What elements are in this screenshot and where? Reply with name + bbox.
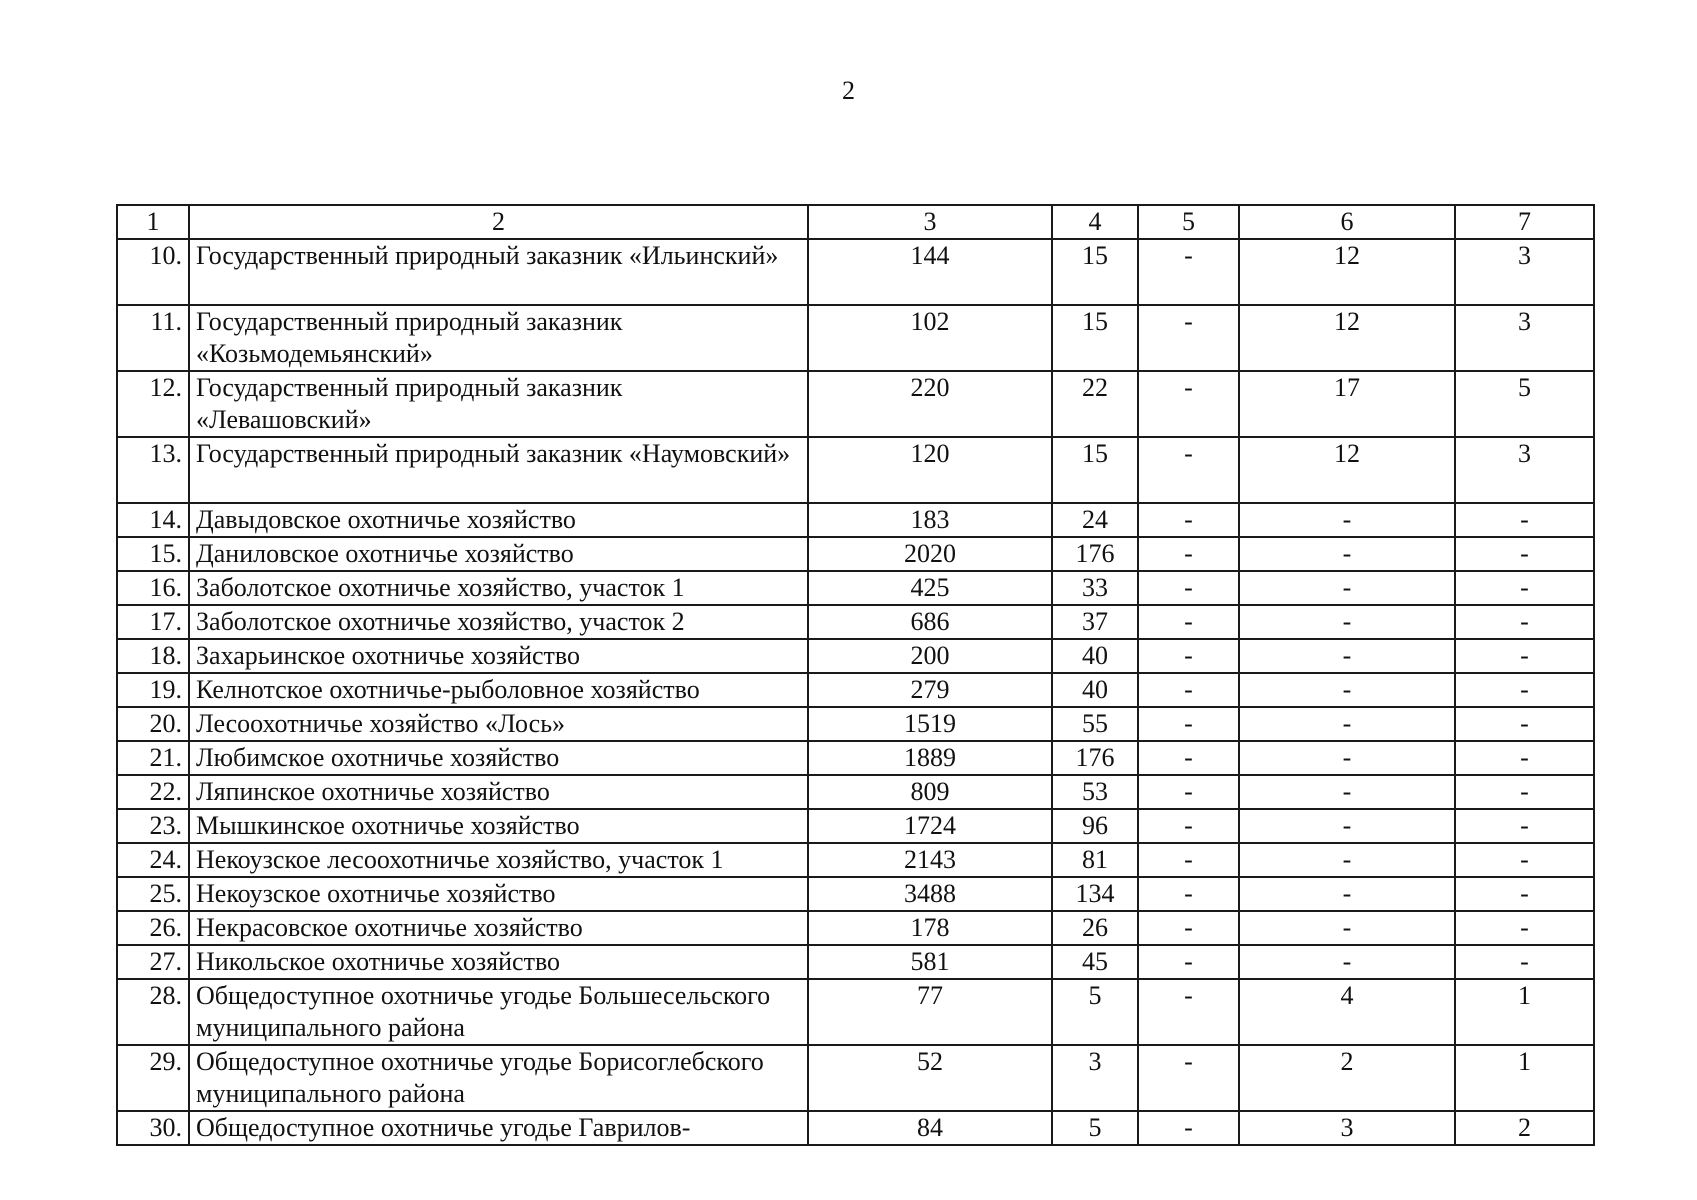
col3-cell: 581	[808, 945, 1052, 979]
page-number: 2	[842, 76, 855, 105]
name-cell: Давыдовское охотничье хозяйство	[189, 503, 808, 537]
row-number-cell: 11.	[117, 305, 189, 371]
col7-cell: 1	[1455, 979, 1594, 1045]
col6-cell: -	[1239, 707, 1455, 741]
table-row	[117, 1045, 1594, 1111]
name-cell: Государственный природный заказник «Левашовский»	[189, 371, 808, 437]
col7-cell: -	[1455, 877, 1594, 911]
table-body	[117, 205, 1594, 1145]
row-number-cell: 23.	[117, 809, 189, 843]
col4-cell: 15	[1052, 305, 1138, 371]
table-row	[117, 809, 1594, 843]
col3-cell: 1889	[808, 741, 1052, 775]
col5-cell: -	[1138, 571, 1239, 605]
col6-cell: -	[1239, 775, 1455, 809]
col6-cell: 2	[1239, 1045, 1455, 1111]
name-cell: Заболотское охотничье хозяйство, участок 1	[189, 571, 808, 605]
col7-cell: -	[1455, 911, 1594, 945]
name-cell: Лесоохотничье хозяйство «Лось»	[189, 707, 808, 741]
table-row	[117, 371, 1594, 437]
col7-cell: -	[1455, 809, 1594, 843]
row-number-cell: 27.	[117, 945, 189, 979]
row-number-cell: 12.	[117, 371, 189, 437]
table-row	[117, 673, 1594, 707]
col3-cell: 686	[808, 605, 1052, 639]
name-cell: Заболотское охотничье хозяйство, участок 2	[189, 605, 808, 639]
col5-cell: -	[1138, 437, 1239, 503]
name-cell: Государственный природный заказник «Ильинский»	[189, 239, 808, 305]
col4-cell: 45	[1052, 945, 1138, 979]
col7-cell: 1	[1455, 1045, 1594, 1111]
col6-cell: -	[1239, 605, 1455, 639]
col6-cell: 3	[1239, 1111, 1455, 1145]
table-row	[117, 437, 1594, 503]
table-row	[117, 537, 1594, 571]
col4-cell: 3	[1052, 1045, 1138, 1111]
name-cell: Общедоступное охотничье угодье Борисоглебского муниципального района	[189, 1045, 808, 1111]
col4-cell: 96	[1052, 809, 1138, 843]
col5-cell: -	[1138, 843, 1239, 877]
col3-cell: 2143	[808, 843, 1052, 877]
col7-cell: 3	[1455, 305, 1594, 371]
col6-cell: 4	[1239, 979, 1455, 1045]
col4-cell: 55	[1052, 707, 1138, 741]
col6-cell: -	[1239, 639, 1455, 673]
header-cell-5: 5	[1138, 205, 1239, 239]
row-number-cell: 15.	[117, 537, 189, 571]
col6-cell: 12	[1239, 239, 1455, 305]
col3-cell: 84	[808, 1111, 1052, 1145]
col3-cell: 279	[808, 673, 1052, 707]
col7-cell: -	[1455, 605, 1594, 639]
table-row	[117, 639, 1594, 673]
col7-cell: -	[1455, 673, 1594, 707]
col3-cell: 3488	[808, 877, 1052, 911]
col3-cell: 1724	[808, 809, 1052, 843]
row-number-cell: 24.	[117, 843, 189, 877]
col7-cell: -	[1455, 741, 1594, 775]
col6-cell: 17	[1239, 371, 1455, 437]
col3-cell: 178	[808, 911, 1052, 945]
row-number-cell: 18.	[117, 639, 189, 673]
col3-cell: 425	[808, 571, 1052, 605]
col4-cell: 134	[1052, 877, 1138, 911]
col5-cell: -	[1138, 945, 1239, 979]
col3-cell: 200	[808, 639, 1052, 673]
col5-cell: -	[1138, 809, 1239, 843]
name-cell: Даниловское охотничье хозяйство	[189, 537, 808, 571]
col7-cell: 2	[1455, 1111, 1594, 1145]
col4-cell: 22	[1052, 371, 1138, 437]
row-number-cell: 17.	[117, 605, 189, 639]
col3-cell: 102	[808, 305, 1052, 371]
col6-cell: -	[1239, 945, 1455, 979]
table-row	[117, 775, 1594, 809]
col4-cell: 5	[1052, 1111, 1138, 1145]
col5-cell: -	[1138, 775, 1239, 809]
table-row	[117, 571, 1594, 605]
table-row	[117, 945, 1594, 979]
col4-cell: 40	[1052, 639, 1138, 673]
table-row	[117, 707, 1594, 741]
col4-cell: 26	[1052, 911, 1138, 945]
header-cell-6: 6	[1239, 205, 1455, 239]
col5-cell: -	[1138, 911, 1239, 945]
table-row	[117, 877, 1594, 911]
col5-cell: -	[1138, 1111, 1239, 1145]
header-cell-4: 4	[1052, 205, 1138, 239]
row-number-cell: 28.	[117, 979, 189, 1045]
row-number-cell: 25.	[117, 877, 189, 911]
row-number-cell: 16.	[117, 571, 189, 605]
name-cell: Общедоступное охотничье угодье Гаврилов-	[189, 1111, 808, 1145]
col7-cell: -	[1455, 945, 1594, 979]
col4-cell: 33	[1052, 571, 1138, 605]
col3-cell: 1519	[808, 707, 1052, 741]
col7-cell: -	[1455, 707, 1594, 741]
name-cell: Некрасовское охотничье хозяйство	[189, 911, 808, 945]
col5-cell: -	[1138, 639, 1239, 673]
name-cell: Захарьинское охотничье хозяйство	[189, 639, 808, 673]
col6-cell: -	[1239, 911, 1455, 945]
name-cell: Государственный природный заказник «Наумовский»	[189, 437, 808, 503]
table-row	[117, 1111, 1594, 1145]
table-row	[117, 305, 1594, 371]
name-cell: Мышкинское охотничье хозяйство	[189, 809, 808, 843]
col4-cell: 53	[1052, 775, 1138, 809]
col5-cell: -	[1138, 1045, 1239, 1111]
name-cell: Любимское охотничье хозяйство	[189, 741, 808, 775]
col7-cell: -	[1455, 775, 1594, 809]
col6-cell: -	[1239, 571, 1455, 605]
table-row	[117, 239, 1594, 305]
header-cell-2: 2	[189, 205, 808, 239]
col5-cell: -	[1138, 503, 1239, 537]
col4-cell: 5	[1052, 979, 1138, 1045]
table-row	[117, 503, 1594, 537]
table-row	[117, 605, 1594, 639]
col7-cell: -	[1455, 639, 1594, 673]
col4-cell: 40	[1052, 673, 1138, 707]
col5-cell: -	[1138, 605, 1239, 639]
col3-cell: 52	[808, 1045, 1052, 1111]
col7-cell: -	[1455, 571, 1594, 605]
name-cell: Никольское охотничье хозяйство	[189, 945, 808, 979]
document-table	[116, 204, 1595, 1146]
col4-cell: 15	[1052, 239, 1138, 305]
col6-cell: -	[1239, 877, 1455, 911]
header-cell-3: 3	[808, 205, 1052, 239]
col5-cell: -	[1138, 371, 1239, 437]
col7-cell: -	[1455, 503, 1594, 537]
col6-cell: -	[1239, 741, 1455, 775]
col6-cell: 12	[1239, 437, 1455, 503]
col4-cell: 15	[1052, 437, 1138, 503]
col4-cell: 37	[1052, 605, 1138, 639]
col4-cell: 176	[1052, 537, 1138, 571]
col4-cell: 81	[1052, 843, 1138, 877]
col5-cell: -	[1138, 979, 1239, 1045]
col7-cell: 3	[1455, 437, 1594, 503]
row-number-cell: 22.	[117, 775, 189, 809]
name-cell: Келнотское охотничье-рыболовное хозяйство	[189, 673, 808, 707]
col7-cell: 5	[1455, 371, 1594, 437]
name-cell: Ляпинское охотничье хозяйство	[189, 775, 808, 809]
table-row	[117, 911, 1594, 945]
row-number-cell: 10.	[117, 239, 189, 305]
col6-cell: -	[1239, 503, 1455, 537]
col5-cell: -	[1138, 707, 1239, 741]
col5-cell: -	[1138, 741, 1239, 775]
row-number-cell: 30.	[117, 1111, 189, 1145]
col6-cell: -	[1239, 843, 1455, 877]
header-cell-7: 7	[1455, 205, 1594, 239]
col5-cell: -	[1138, 673, 1239, 707]
col3-cell: 220	[808, 371, 1052, 437]
col3-cell: 183	[808, 503, 1052, 537]
row-number-cell: 21.	[117, 741, 189, 775]
table-row	[117, 979, 1594, 1045]
name-cell: Некоузское лесоохотничье хозяйство, участок 1	[189, 843, 808, 877]
col7-cell: -	[1455, 537, 1594, 571]
col3-cell: 809	[808, 775, 1052, 809]
col3-cell: 77	[808, 979, 1052, 1045]
row-number-cell: 29.	[117, 1045, 189, 1111]
col5-cell: -	[1138, 305, 1239, 371]
col6-cell: -	[1239, 673, 1455, 707]
col4-cell: 24	[1052, 503, 1138, 537]
row-number-cell: 20.	[117, 707, 189, 741]
col6-cell: -	[1239, 537, 1455, 571]
col5-cell: -	[1138, 537, 1239, 571]
col6-cell: 12	[1239, 305, 1455, 371]
row-number-cell: 19.	[117, 673, 189, 707]
row-number-cell: 26.	[117, 911, 189, 945]
row-number-cell: 14.	[117, 503, 189, 537]
col5-cell: -	[1138, 877, 1239, 911]
col6-cell: -	[1239, 809, 1455, 843]
header-cell-1: 1	[117, 205, 189, 239]
name-cell: Некоузское охотничье хозяйство	[189, 877, 808, 911]
col3-cell: 2020	[808, 537, 1052, 571]
name-cell: Общедоступное охотничье угодье Большесельского муниципального района	[189, 979, 808, 1045]
table-row	[117, 843, 1594, 877]
header-row	[117, 205, 1594, 239]
row-number-cell: 13.	[117, 437, 189, 503]
col7-cell: -	[1455, 843, 1594, 877]
col7-cell: 3	[1455, 239, 1594, 305]
col5-cell: -	[1138, 239, 1239, 305]
col3-cell: 120	[808, 437, 1052, 503]
name-cell: Государственный природный заказник «Козьмодемьянский»	[189, 305, 808, 371]
col4-cell: 176	[1052, 741, 1138, 775]
table-row	[117, 741, 1594, 775]
col3-cell: 144	[808, 239, 1052, 305]
